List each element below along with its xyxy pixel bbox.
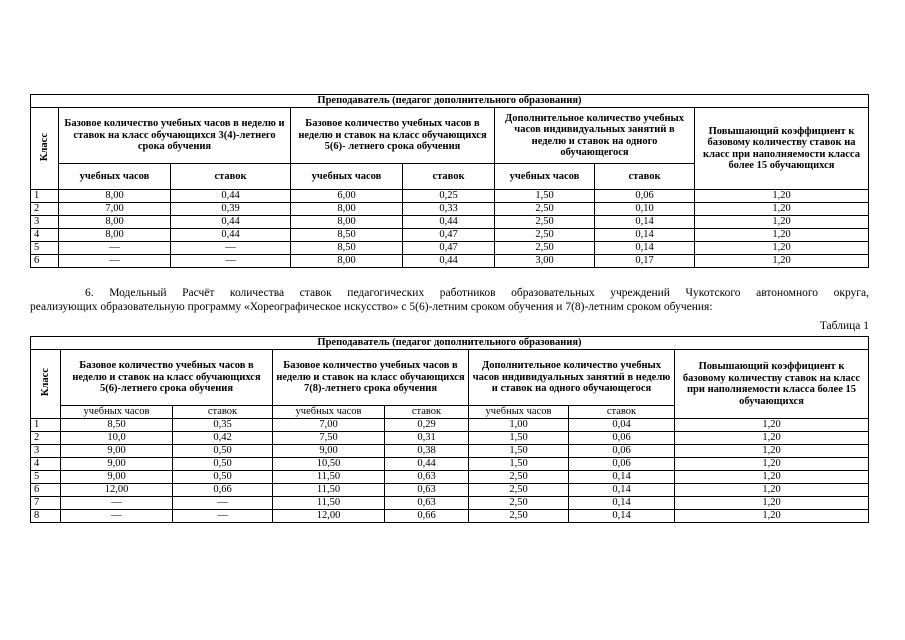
table-cell: 9,00 xyxy=(61,458,173,471)
table-cell: 7,50 xyxy=(273,432,385,445)
table-cell: 11,50 xyxy=(273,497,385,510)
table-cell: 0,39 xyxy=(171,203,291,216)
table-cell: 0,44 xyxy=(385,458,469,471)
table-cell: 1,20 xyxy=(675,471,869,484)
table-cell: 0,14 xyxy=(569,471,675,484)
table-cell: 0,04 xyxy=(569,419,675,432)
table-row xyxy=(31,484,869,497)
table-cell: 1,20 xyxy=(675,419,869,432)
table-row xyxy=(31,445,869,458)
sub-header-hours: учебных часов xyxy=(61,406,173,419)
table-row xyxy=(31,242,869,255)
group-header-base-5-6: Базовое количество учебных часов в неделю и ставок на класс обучающихся 5(6)-летнего срока обучения xyxy=(61,350,273,406)
table-cell: 1,20 xyxy=(675,445,869,458)
table-cell: 0,50 xyxy=(173,458,273,471)
table-row xyxy=(31,458,869,471)
table-cell: 11,50 xyxy=(273,471,385,484)
table-cell: — xyxy=(61,497,173,510)
table-cell: 3,00 xyxy=(495,255,595,268)
table-cell: 6,00 xyxy=(291,190,403,203)
sub-header-rates: ставок xyxy=(569,406,675,419)
table-cell: — xyxy=(171,242,291,255)
table-cell: 0,31 xyxy=(385,432,469,445)
class-number-cell: 4 xyxy=(31,458,61,471)
table-cell: 2,50 xyxy=(495,242,595,255)
class-number-cell: 6 xyxy=(31,484,61,497)
table-cell: — xyxy=(173,497,273,510)
class-number-cell: 8 xyxy=(31,510,61,523)
class-number-cell: 3 xyxy=(31,445,61,458)
table-cell: 2,50 xyxy=(469,510,569,523)
table-cell: 0,44 xyxy=(403,216,495,229)
class-number-cell: 2 xyxy=(31,203,59,216)
class-number-cell: 7 xyxy=(31,497,61,510)
table-row xyxy=(31,432,869,445)
group-header-base-5-6: Базовое количество учебных часов в неделю и ставок на класс обучающихся 5(6)- летнего срока обучения xyxy=(291,108,495,164)
table-cell: 0,44 xyxy=(403,255,495,268)
table-cell: 0,14 xyxy=(569,510,675,523)
rates-table-5-8 xyxy=(30,336,869,523)
table-cell: 0,06 xyxy=(569,458,675,471)
table-cell: 1,20 xyxy=(675,497,869,510)
table-cell: 0,14 xyxy=(569,497,675,510)
sub-header-hours: учебных часов xyxy=(273,406,385,419)
sub-header-hours: учебных часов xyxy=(469,406,569,419)
class-number-cell: 6 xyxy=(31,255,59,268)
table-cell: 11,50 xyxy=(273,484,385,497)
table-cell: 0,10 xyxy=(595,203,695,216)
table-cell: 0,63 xyxy=(385,497,469,510)
class-number-cell: 2 xyxy=(31,432,61,445)
class-number-cell: 4 xyxy=(31,229,59,242)
class-column-header: Класс xyxy=(31,350,61,419)
sub-header-rates: ставок xyxy=(173,406,273,419)
sub-header-hours: учебных часов xyxy=(495,164,595,190)
table-row xyxy=(31,229,869,242)
table-cell: 1,20 xyxy=(695,229,869,242)
table-cell: 1,20 xyxy=(695,242,869,255)
table-cell: 1,50 xyxy=(469,432,569,445)
table-cell: 2,50 xyxy=(469,471,569,484)
table-cell: 0,14 xyxy=(595,216,695,229)
sub-header-rates: ставок xyxy=(385,406,469,419)
table-cell: 1,20 xyxy=(695,203,869,216)
class-number-cell: 5 xyxy=(31,471,61,484)
table-row xyxy=(31,216,869,229)
group-header-individual: Дополнительное количество учебных часов индивидуальных занятий в неделю и ставок на одного обучающегося xyxy=(495,108,695,164)
group-header-base-3-4: Базовое количество учебных часов в неделю и ставок на класс обучающихся 3(4)-летнего срока обучения xyxy=(59,108,291,164)
sub-header-hours: учебных часов xyxy=(59,164,171,190)
table-cell: 0,14 xyxy=(595,229,695,242)
table-cell: 1,50 xyxy=(469,445,569,458)
table-cell: 8,50 xyxy=(291,229,403,242)
table-cell: 0,44 xyxy=(171,229,291,242)
table-cell: 1,20 xyxy=(675,458,869,471)
table-cell: 8,00 xyxy=(291,216,403,229)
table-cell: 0,14 xyxy=(595,242,695,255)
table-title: Преподаватель (педагог дополнительного образования) xyxy=(31,95,869,108)
table-cell: 9,00 xyxy=(273,445,385,458)
table-cell: 1,00 xyxy=(469,419,569,432)
table-cell: 0,06 xyxy=(569,432,675,445)
table-cell: — xyxy=(59,255,171,268)
table-row xyxy=(31,419,869,432)
table-cell: 1,20 xyxy=(695,216,869,229)
table-cell: 0,47 xyxy=(403,242,495,255)
table-cell: 0,17 xyxy=(595,255,695,268)
table-cell: 0,50 xyxy=(173,471,273,484)
table-row xyxy=(31,190,869,203)
table-row xyxy=(31,203,869,216)
table-cell: 8,00 xyxy=(291,255,403,268)
table-row xyxy=(31,471,869,484)
table-cell: 0,66 xyxy=(173,484,273,497)
table-title: Преподаватель (педагог дополнительного образования) xyxy=(31,337,869,350)
table-cell: — xyxy=(173,510,273,523)
table-cell: 2,50 xyxy=(495,203,595,216)
table-row xyxy=(31,497,869,510)
class-number-cell: 3 xyxy=(31,216,59,229)
table-cell: 2,50 xyxy=(469,484,569,497)
table-number: Таблица 1 xyxy=(819,320,869,332)
table-cell: 2,50 xyxy=(495,229,595,242)
table-cell: 8,50 xyxy=(291,242,403,255)
table-cell: 0,38 xyxy=(385,445,469,458)
table-cell: 0,44 xyxy=(171,216,291,229)
table-cell: 10,0 xyxy=(61,432,173,445)
sub-header-rates: ставок xyxy=(403,164,495,190)
table-cell: 0,33 xyxy=(403,203,495,216)
table-cell: 2,50 xyxy=(469,497,569,510)
table-cell: 1,20 xyxy=(675,510,869,523)
group-header-base-7-8: Базовое количество учебных часов в неделю и ставок на класс обучающихся 7(8)-летнего срока обучения xyxy=(273,350,469,406)
table-cell: 1,50 xyxy=(469,458,569,471)
table-cell: 0,42 xyxy=(173,432,273,445)
section-paragraph xyxy=(30,286,869,314)
table-cell: 1,50 xyxy=(495,190,595,203)
table-cell: 12,00 xyxy=(61,484,173,497)
table-cell: 8,50 xyxy=(61,419,173,432)
table-cell: — xyxy=(61,510,173,523)
table-cell: 1,20 xyxy=(675,484,869,497)
table-cell: — xyxy=(59,242,171,255)
sub-header-rates: ставок xyxy=(595,164,695,190)
table-cell: 0,44 xyxy=(171,190,291,203)
table-cell: 12,00 xyxy=(273,510,385,523)
table-cell: 0,29 xyxy=(385,419,469,432)
table-cell: 8,00 xyxy=(291,203,403,216)
paragraph-line-2: реализующих образовательную программу «Хореографическое искусство» с 5(6)-летним сроком обучения и 7(8)-летним сроком обучения: xyxy=(30,301,713,313)
class-number-cell: 1 xyxy=(31,419,61,432)
class-column-header: Класс xyxy=(31,108,59,190)
table-cell: 10,50 xyxy=(273,458,385,471)
table-cell: 0,50 xyxy=(173,445,273,458)
table-cell: 7,00 xyxy=(273,419,385,432)
table-cell: 8,00 xyxy=(59,190,171,203)
group-header-coefficient: Повышающий коэффициент к базовому количеству ставок на класс при наполняемости класса более 15 обучающихся xyxy=(695,108,869,190)
table-cell: 0,63 xyxy=(385,484,469,497)
table-cell: 8,00 xyxy=(59,229,171,242)
rates-table-3-6 xyxy=(30,94,869,268)
table-cell: 9,00 xyxy=(61,445,173,458)
table-cell: 2,50 xyxy=(495,216,595,229)
table-cell: 9,00 xyxy=(61,471,173,484)
sub-header-rates: ставок xyxy=(171,164,291,190)
sub-header-hours: учебных часов xyxy=(291,164,403,190)
group-header-individual: Дополнительное количество учебных часов индивидуальных занятий в неделю и ставок на одного обучающегося xyxy=(469,350,675,406)
table-cell: 0,06 xyxy=(569,445,675,458)
table-cell: 0,06 xyxy=(595,190,695,203)
table-cell: 0,47 xyxy=(403,229,495,242)
table-cell: — xyxy=(171,255,291,268)
table-cell: 0,25 xyxy=(403,190,495,203)
table-cell: 0,63 xyxy=(385,471,469,484)
paragraph-line-1: 6. Модельный Расчёт количества ставок педагогических работников образовательных учреждений Чукотского автономного округа, xyxy=(85,287,869,299)
table-cell: 1,20 xyxy=(675,432,869,445)
class-number-cell: 1 xyxy=(31,190,59,203)
table-row xyxy=(31,510,869,523)
table-cell: 0,66 xyxy=(385,510,469,523)
table-row xyxy=(31,255,869,268)
table-cell: 0,35 xyxy=(173,419,273,432)
table-cell: 1,20 xyxy=(695,255,869,268)
group-header-coefficient: Повышающий коэффициент к базовому количеству ставок на класс при наполняемости класса более 15 обучающихся xyxy=(675,350,869,419)
table-cell: 1,20 xyxy=(695,190,869,203)
table-cell: 7,00 xyxy=(59,203,171,216)
table-cell: 8,00 xyxy=(59,216,171,229)
table-cell: 0,14 xyxy=(569,484,675,497)
class-number-cell: 5 xyxy=(31,242,59,255)
